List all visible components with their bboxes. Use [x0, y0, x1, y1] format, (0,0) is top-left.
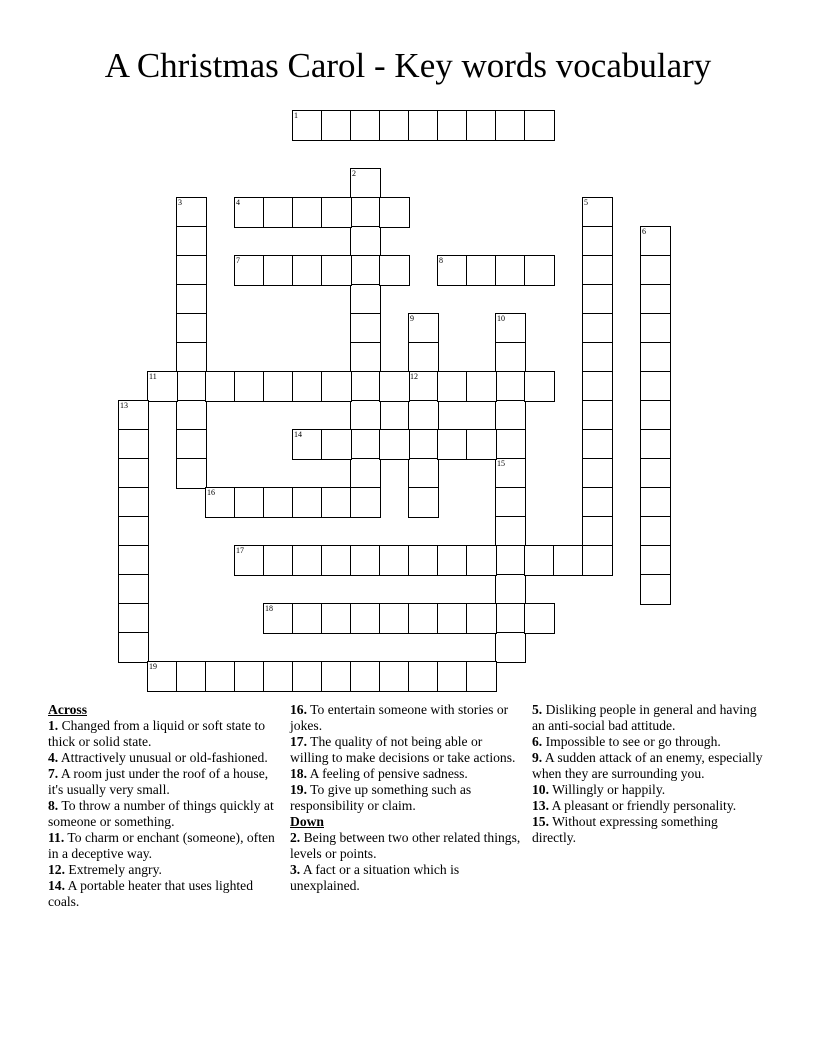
grid-cell[interactable] [466, 429, 497, 460]
grid-cell[interactable] [350, 342, 381, 373]
grid-cell[interactable] [408, 429, 439, 460]
clue-number: 11 [149, 372, 157, 381]
grid-cell[interactable] [321, 197, 352, 228]
grid-cell[interactable] [495, 632, 526, 663]
clue-column-1 [48, 702, 280, 910]
clue-number: 7 [236, 256, 240, 265]
grid-cell[interactable] [408, 603, 439, 634]
grid-cell[interactable] [437, 429, 468, 460]
grid-cell[interactable] [118, 516, 149, 547]
clue-number: 19 [149, 662, 157, 671]
grid-cell[interactable] [263, 603, 294, 634]
grid-cell[interactable] [408, 661, 439, 692]
grid-cell[interactable] [379, 255, 410, 286]
grid-cell[interactable] [466, 371, 497, 402]
grid-cell[interactable] [321, 545, 352, 576]
grid-cell[interactable] [553, 545, 584, 576]
grid-cell[interactable] [466, 545, 497, 576]
grid-cell[interactable] [118, 545, 149, 576]
clue-column-2 [290, 702, 522, 894]
grid-cell[interactable] [292, 661, 323, 692]
grid-cell[interactable] [437, 545, 468, 576]
grid-cell[interactable] [263, 487, 294, 518]
grid-cell[interactable] [582, 313, 613, 344]
grid-cell[interactable] [350, 661, 381, 692]
clue-number: 15 [497, 459, 505, 468]
grid-cell[interactable] [234, 371, 265, 402]
clue-across-16: 16. To entertain someone with stories or jokes. [290, 702, 509, 733]
grid-cell[interactable] [263, 197, 294, 228]
grid-cell[interactable] [408, 110, 439, 141]
grid-cell[interactable] [292, 110, 323, 141]
grid-cell[interactable] [582, 487, 613, 518]
grid-cell[interactable] [437, 661, 468, 692]
grid-cell[interactable] [437, 371, 468, 402]
grid-cell[interactable] [176, 371, 207, 402]
grid-cell[interactable] [292, 603, 323, 634]
grid-cell[interactable] [408, 545, 439, 576]
grid-cell[interactable] [582, 516, 613, 547]
grid-cell[interactable] [582, 458, 613, 489]
grid-cell[interactable] [234, 661, 265, 692]
grid-cell[interactable] [292, 545, 323, 576]
grid-cell[interactable] [495, 603, 526, 634]
grid-cell[interactable] [321, 255, 352, 286]
grid-cell[interactable] [118, 400, 149, 431]
clue-number: 8 [439, 256, 443, 265]
grid-cell[interactable] [379, 603, 410, 634]
grid-cell[interactable] [466, 603, 497, 634]
grid-cell[interactable] [582, 197, 613, 228]
clue-down-6: 6. Impossible to see or go through. [532, 734, 721, 749]
grid-cell[interactable] [437, 603, 468, 634]
grid-cell[interactable] [495, 487, 526, 518]
grid-cell[interactable] [495, 371, 526, 402]
grid-cell[interactable] [495, 110, 526, 141]
grid-cell[interactable] [118, 429, 149, 460]
clue-number: 1 [294, 111, 298, 120]
grid-cell[interactable] [176, 226, 207, 257]
grid-cell[interactable] [176, 400, 207, 431]
clue-number: 12 [410, 372, 418, 381]
grid-cell[interactable] [118, 603, 149, 634]
grid-cell[interactable] [640, 574, 671, 605]
clue-across-4: 4. Attractively unusual or old-fashioned. [48, 750, 268, 765]
grid-cell[interactable] [234, 255, 265, 286]
grid-cell[interactable] [379, 545, 410, 576]
grid-cell[interactable] [466, 255, 497, 286]
grid-cell[interactable] [321, 110, 352, 141]
grid-cell[interactable] [640, 429, 671, 460]
grid-cell[interactable] [640, 313, 671, 344]
across-heading: Across [48, 702, 88, 717]
clue-across-19: 19. To give up something such as responsibility or claim. [290, 782, 472, 813]
grid-cell[interactable] [118, 458, 149, 489]
clue-down-9: 9. A sudden attack of an enemy, especially when they are surrounding you. [532, 750, 763, 781]
grid-cell[interactable] [263, 371, 294, 402]
clue-down-10: 10. Willingly or happily. [532, 782, 666, 797]
grid-cell[interactable] [408, 487, 439, 518]
grid-cell[interactable] [408, 313, 439, 344]
grid-cell[interactable] [292, 255, 323, 286]
clue-across-1: 1. Changed from a liquid or soft state to thick or solid state. [48, 718, 266, 749]
grid-cell[interactable] [408, 342, 439, 373]
grid-cell[interactable] [379, 429, 410, 460]
grid-cell[interactable] [640, 371, 671, 402]
grid-cell[interactable] [147, 371, 178, 402]
grid-cell[interactable] [640, 255, 671, 286]
grid-cell[interactable] [350, 400, 381, 431]
grid-cell[interactable] [292, 487, 323, 518]
clue-number: 5 [584, 198, 588, 207]
grid-cell[interactable] [263, 255, 294, 286]
grid-cell[interactable] [350, 226, 381, 257]
clue-number: 4 [236, 198, 240, 207]
grid-cell[interactable] [292, 371, 323, 402]
grid-cell[interactable] [292, 197, 323, 228]
grid-cell[interactable] [640, 284, 671, 315]
clue-number: 18 [265, 604, 273, 613]
grid-cell[interactable] [350, 371, 381, 402]
grid-cell[interactable] [176, 661, 207, 692]
clue-across-11: 11. To charm or enchant (someone), often in a deceptive way. [48, 830, 275, 861]
grid-cell[interactable] [176, 255, 207, 286]
page-title: A Christmas Carol - Key words vocabulary [104, 46, 712, 85]
clue-down-15: 15. Without expressing something directly. [532, 814, 718, 845]
grid-cell[interactable] [118, 487, 149, 518]
grid-cell[interactable] [350, 487, 381, 518]
clue-across-7: 7. A room just under the roof of a house, it's usually very small. [48, 766, 269, 797]
grid-cell[interactable] [350, 110, 381, 141]
clue-number: 16 [207, 488, 215, 497]
grid-cell[interactable] [350, 429, 381, 460]
grid-cell[interactable] [350, 168, 381, 199]
grid-cell[interactable] [379, 197, 410, 228]
clue-number: 13 [120, 401, 128, 410]
grid-cell[interactable] [350, 313, 381, 344]
grid-cell[interactable] [408, 400, 439, 431]
clue-down-2: 2. Being between two other related things, levels or points. [290, 830, 521, 861]
grid-cell[interactable] [640, 545, 671, 576]
grid-cell[interactable] [524, 603, 555, 634]
grid-cell[interactable] [379, 371, 410, 402]
grid-cell[interactable] [582, 545, 613, 576]
grid-cell[interactable] [466, 110, 497, 141]
clue-number: 10 [497, 314, 505, 323]
grid-cell[interactable] [234, 487, 265, 518]
clue-across-8: 8. To throw a number of things quickly at someone or something. [48, 798, 274, 829]
grid-cell[interactable] [640, 487, 671, 518]
grid-cell[interactable] [350, 255, 381, 286]
clue-number: 14 [294, 430, 302, 439]
grid-cell[interactable] [495, 400, 526, 431]
grid-cell[interactable] [495, 429, 526, 460]
grid-cell[interactable] [321, 603, 352, 634]
grid-cell[interactable] [205, 371, 236, 402]
grid-cell[interactable] [350, 284, 381, 315]
grid-cell[interactable] [176, 458, 207, 489]
grid-cell[interactable] [408, 458, 439, 489]
grid-cell[interactable] [582, 255, 613, 286]
grid-cell[interactable] [466, 661, 497, 692]
grid-cell[interactable] [118, 632, 149, 663]
grid-cell[interactable] [176, 429, 207, 460]
clue-number: 2 [352, 169, 356, 178]
grid-cell[interactable] [640, 458, 671, 489]
clue-across-12: 12. Extremely angry. [48, 862, 162, 877]
down-heading: Down [290, 814, 324, 829]
grid-cell[interactable] [350, 603, 381, 634]
clue-across-18: 18. A feeling of pensive sadness. [290, 766, 468, 781]
grid-cell[interactable] [495, 516, 526, 547]
grid-cell[interactable] [234, 197, 265, 228]
clue-down-13: 13. A pleasant or friendly personality. [532, 798, 737, 813]
grid-cell[interactable] [524, 545, 555, 576]
clue-across-14: 14. A portable heater that uses lighted coals. [48, 878, 254, 909]
grid-cell[interactable] [263, 661, 294, 692]
grid-cell[interactable] [176, 197, 207, 228]
grid-cell[interactable] [321, 487, 352, 518]
grid-cell[interactable] [495, 255, 526, 286]
grid-cell[interactable] [176, 313, 207, 344]
grid-cell[interactable] [379, 110, 410, 141]
grid-cell[interactable] [495, 313, 526, 344]
grid-cell[interactable] [582, 429, 613, 460]
grid-cell[interactable] [640, 516, 671, 547]
grid-cell[interactable] [205, 661, 236, 692]
grid-cell[interactable] [321, 429, 352, 460]
grid-cell[interactable] [524, 371, 555, 402]
grid-cell[interactable] [524, 255, 555, 286]
grid-cell[interactable] [582, 342, 613, 373]
grid-cell[interactable] [350, 458, 381, 489]
clue-down-3: 3. A fact or a situation which is unexplained. [290, 862, 460, 893]
grid-cell[interactable] [582, 400, 613, 431]
clue-column-3 [532, 702, 764, 846]
grid-cell[interactable] [582, 226, 613, 257]
clue-across-17: 17. The quality of not being able or willing to make decisions or take actions. [290, 734, 516, 765]
grid-cell[interactable] [524, 110, 555, 141]
grid-cell[interactable] [495, 458, 526, 489]
grid-cell[interactable] [582, 371, 613, 402]
grid-cell[interactable] [118, 574, 149, 605]
clue-down-5: 5. Disliking people in general and having an anti-social bad attitude. [532, 702, 757, 733]
grid-cell[interactable] [234, 545, 265, 576]
clue-number: 9 [410, 314, 414, 323]
grid-cell[interactable] [437, 255, 468, 286]
grid-cell[interactable] [408, 371, 439, 402]
grid-cell[interactable] [350, 545, 381, 576]
grid-cell[interactable] [176, 284, 207, 315]
clue-number: 17 [236, 546, 244, 555]
grid-cell[interactable] [263, 545, 294, 576]
grid-cell[interactable] [379, 661, 410, 692]
grid-cell[interactable] [437, 110, 468, 141]
grid-cell[interactable] [640, 226, 671, 257]
grid-cell[interactable] [321, 371, 352, 402]
grid-cell[interactable] [495, 574, 526, 605]
grid-cell[interactable] [147, 661, 178, 692]
grid-cell[interactable] [640, 342, 671, 373]
grid-cell[interactable] [495, 545, 526, 576]
clue-number: 3 [178, 198, 182, 207]
grid-cell[interactable] [292, 429, 323, 460]
grid-cell[interactable] [176, 342, 207, 373]
grid-cell[interactable] [321, 661, 352, 692]
grid-cell[interactable] [582, 284, 613, 315]
grid-cell[interactable] [205, 487, 236, 518]
grid-cell[interactable] [640, 400, 671, 431]
grid-cell[interactable] [350, 197, 381, 228]
grid-cell[interactable] [495, 342, 526, 373]
clue-number: 6 [642, 227, 646, 236]
